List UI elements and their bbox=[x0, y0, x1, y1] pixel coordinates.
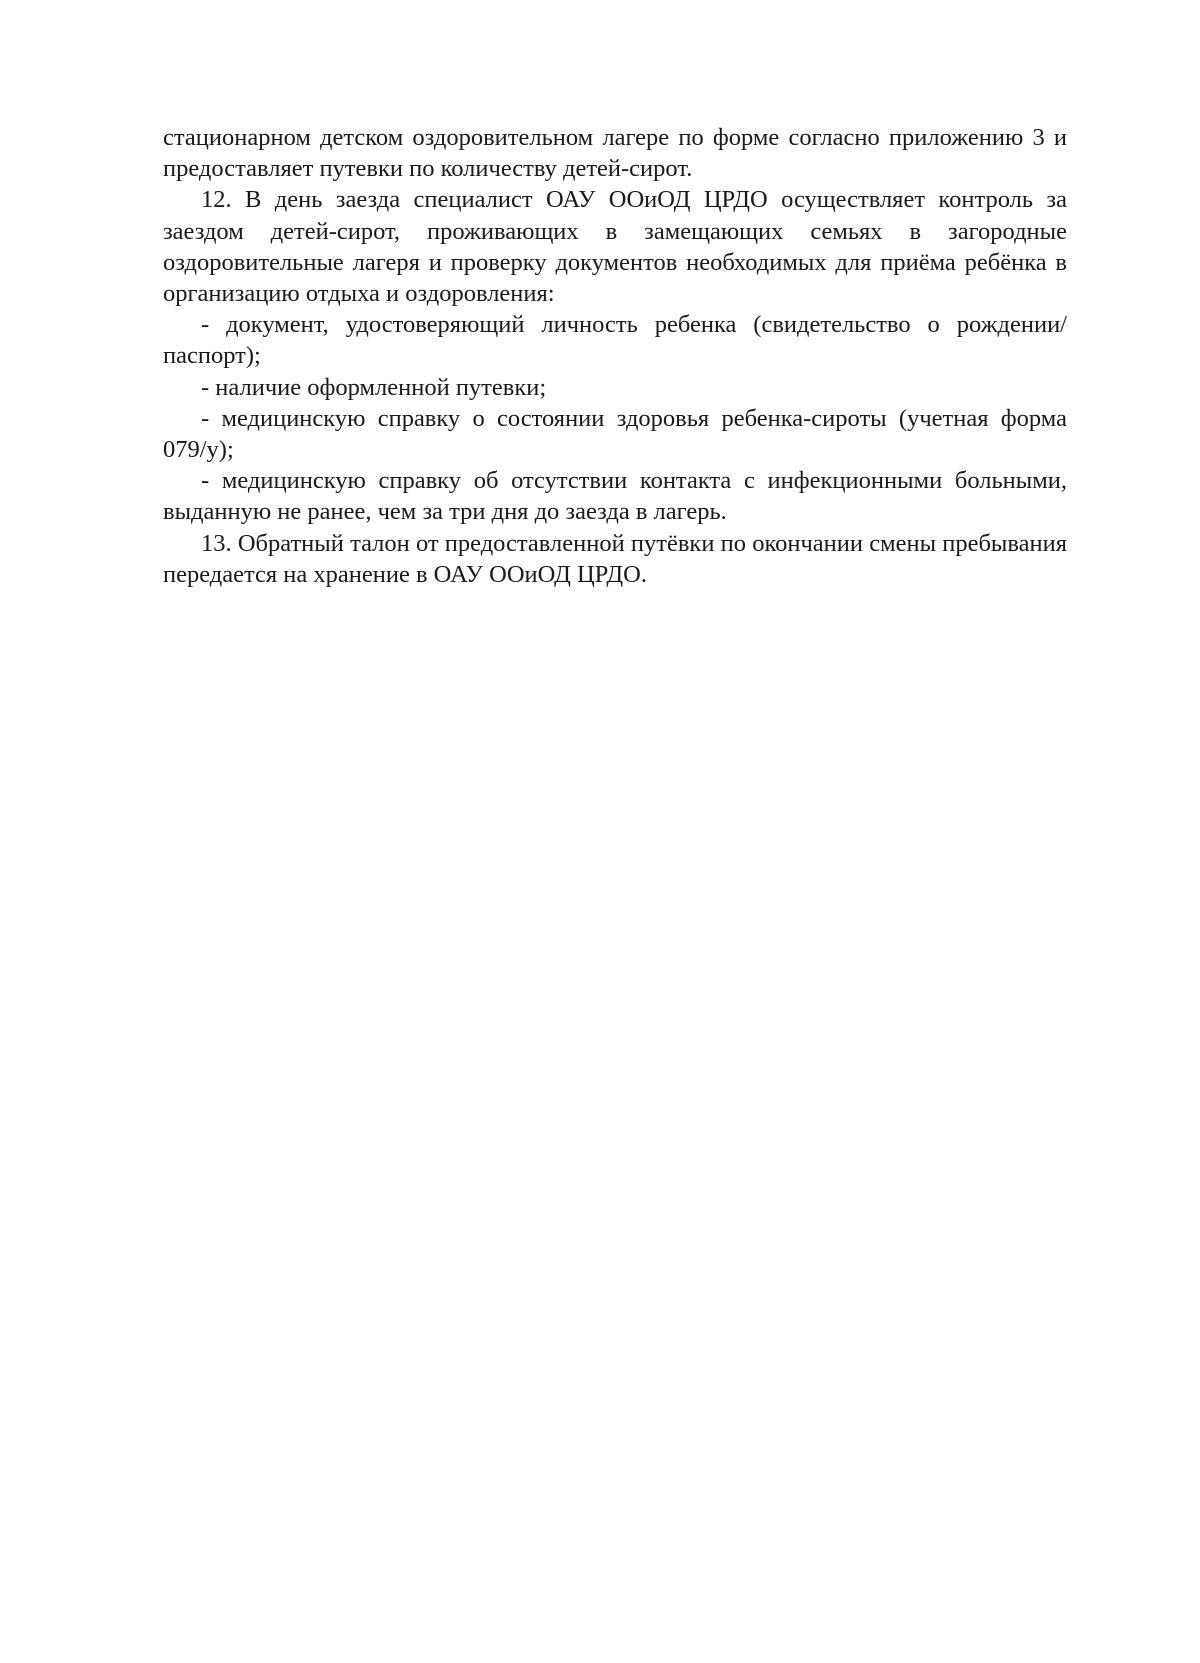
list-item-contact-certificate: - медицинскую справку об отсутствии контакта с инфекционными больными, выданную не ранее, чем за три дня до заезда в лагерь. bbox=[163, 467, 1067, 526]
paragraph-continuation: стационарном детском оздоровительном лагере по форме согласно приложению 3 и предоставляет путевки по количеству детей-сирот. bbox=[163, 124, 1067, 183]
paragraph-item-12: 12. В день заезда специалист ОАУ ООиОД ЦРДО осуществляет контроль за заездом детей-сирот, проживающих в замещающих семьях в загородные оздоровительные лагеря и проверку документов необходимых для приёма ребёнка в организацию отдыха и оздоровления: bbox=[163, 186, 1067, 308]
paragraph-item-13: 13. Обратный талон от предоставленной путёвки по окончании смены пребывания передается на хранение в ОАУ ООиОД ЦРДО. bbox=[163, 529, 1067, 588]
document-body bbox=[163, 122, 1067, 590]
list-item-identity-document: - документ, удостоверяющий личность ребенка (свидетельство о рождении/паспорт); bbox=[163, 311, 1067, 370]
list-item-voucher: - наличие оформленной путевки; bbox=[201, 373, 547, 401]
list-item-medical-certificate: - медицинскую справку о состоянии здоровья ребенка-сироты (учетная форма 079/у); bbox=[163, 404, 1067, 464]
